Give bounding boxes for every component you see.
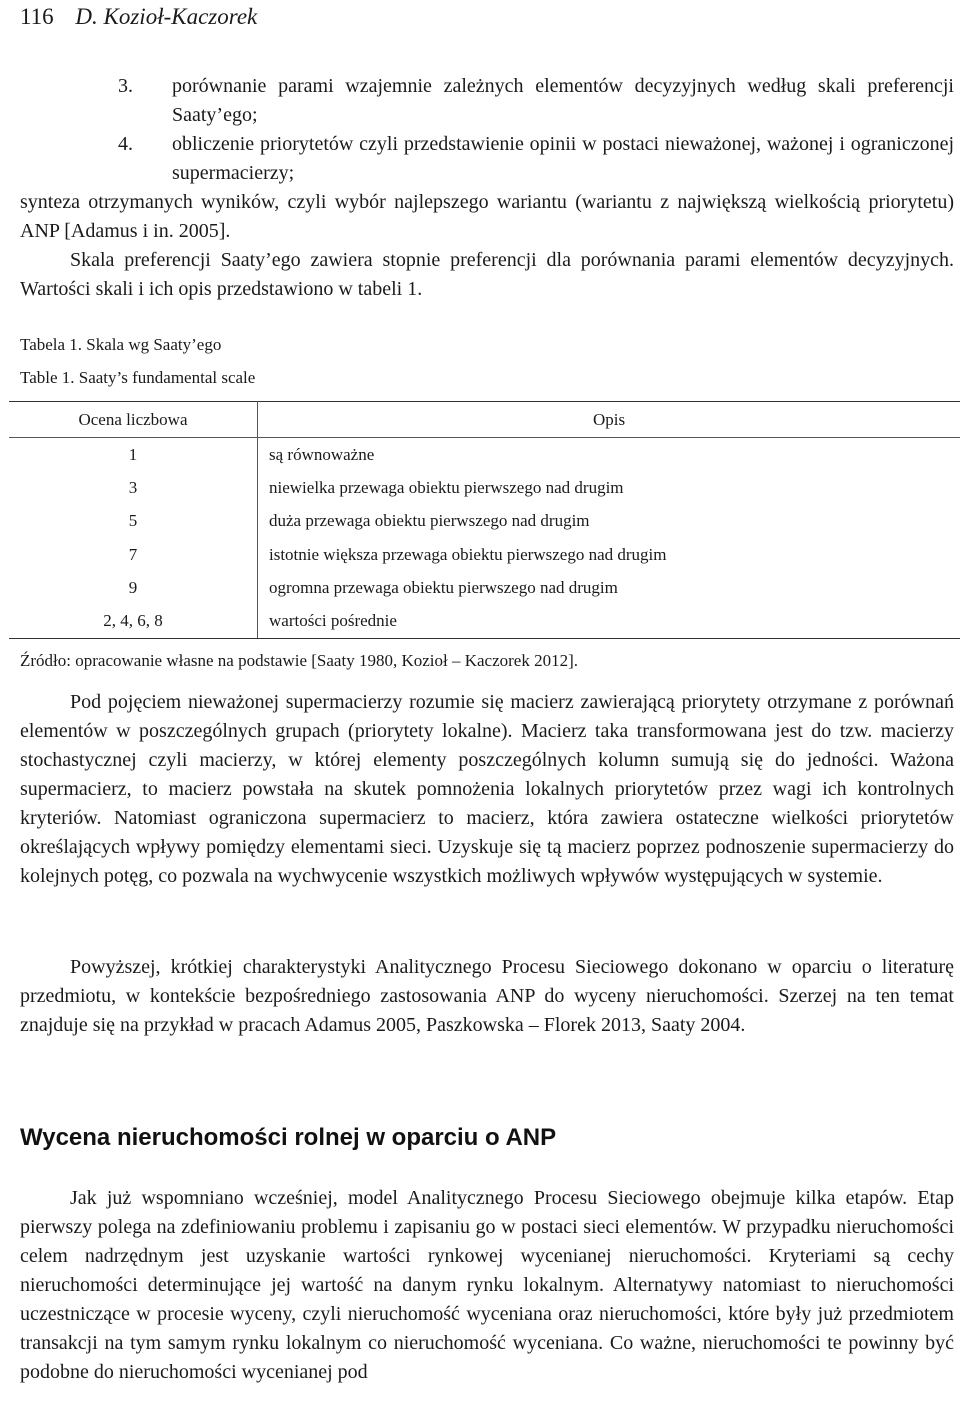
table-caption-en: Table 1. Saaty’s fundamental scale (20, 368, 256, 387)
scale-intro-paragraph (20, 246, 954, 304)
table-row (9, 538, 960, 571)
cell-description: wartości pośrednie (258, 604, 960, 638)
column-header-value: Ocena liczbowa (9, 402, 258, 438)
table-header-row (9, 402, 960, 438)
scale-intro-text: Skala preferencji Saaty’ego zawiera stopnie preferencji dla porównania parami elementów decyzyjnych. Wartości skali i ich opis przedstawiono w tabeli 1. (20, 249, 954, 300)
list-item (0, 72, 960, 130)
cell-value: 1 (9, 438, 258, 472)
cell-description: istotnie większa przewaga obiektu pierwszego nad drugim (269, 544, 667, 564)
synthesis-paragraph: synteza otrzymanych wyników, czyli wybór najlepszego wariantu (wariantu z największą wielkością priorytetu) ANP [Adamus i in. 2005]. (20, 191, 954, 242)
table-caption-pl: Tabela 1. Skala wg Saaty’ego (20, 335, 222, 354)
saaty-scale-table (9, 401, 960, 639)
cell-value: 2, 4, 6, 8 (9, 604, 258, 638)
cell-value: 7 (9, 538, 258, 571)
list-item-number: 3. (118, 75, 133, 97)
literature-paragraph (20, 953, 954, 1040)
cell-value: 9 (9, 571, 258, 604)
list-item-number: 4. (118, 133, 133, 155)
section-heading: Wycena nieruchomości rolnej w oparciu o ANP (20, 1124, 557, 1151)
supermatrix-text: Pod pojęciem nieważonej supermacierzy rozumie się macierz zawierającą priorytety otrzymane z porównań elementów w poszczególnych grupach (priorytety lokalne). Macierz taka transformowana jest do tzw. macierzy stochastycznej czyli macierzy, w której elementy poszczególnych kolumn sumują się do jedności. Ważona supermacierz, to macierz powstała na skutek pomnożenia lokalnych priorytetów przez wagi ich kontrolnych kryteriów. Natomiast ograniczona supermacierz to macierz, która zawiera ostateczne wielkości priorytetów określających wpływy pomiędzy elementami sieci. Uzyskuje się tą macierz poprzez podnoszenie supermacierzy do kolejnych potęg, co pozwala na wychwycenie wszystkich możliwych wpływów występujących w systemie. (20, 691, 954, 887)
running-head-author: D. Kozioł-Kaczorek (75, 4, 258, 29)
table-row (9, 471, 960, 504)
running-head (20, 0, 257, 34)
cell-description: ogromna przewaga obiektu pierwszego nad drugim (269, 577, 618, 597)
steps-list (0, 72, 960, 188)
valuation-paragraph (20, 1184, 954, 1387)
table-row (9, 604, 960, 638)
supermatrix-paragraph (20, 688, 954, 891)
table-row (9, 571, 960, 604)
list-item-text: porównanie parami wzajemnie zależnych elementów decyzyjnych według skali preferencji Saaty’ego; (172, 75, 954, 126)
list-item (0, 130, 960, 188)
valuation-text: Jak już wspomniano wcześniej, model Analitycznego Procesu Sieciowego obejmuje kilka etapów. Etap pierwszy polega na zdefiniowaniu problemu i zapisaniu go w postaci sieci elementów. W przypadku nieruchomości celem nadrzędnym jest uzyskanie wartości rynkowej wycenianej nieruchomości. Kryteriami są cechy nieruchomości determinujące jej wartość na danym rynku lokalnym. Alternatywy natomiast to nieruchomości uczestniczące w procesie wyceny, czyli nieruchomość wyceniana oraz nieruchomości, które były już przedmiotem transakcji na tym samym rynku lokalnym co nieruchomość wyceniana. Co ważne, nieruchomości te powinny być podobne do nieruchomości wycenianej pod (20, 1187, 954, 1383)
cell-value: 3 (9, 471, 258, 504)
cell-description: duża przewaga obiektu pierwszego nad drugim (269, 511, 590, 531)
cell-description: są równoważne (269, 444, 375, 464)
page-number: 116 (20, 4, 54, 29)
table-source-note: Źródło: opracowanie własne na podstawie [Saaty 1980, Kozioł – Kaczorek 2012]. (20, 651, 578, 670)
list-item-text: obliczenie priorytetów czyli przedstawienie opinii w postaci nieważonej, ważonej i ograniczonej supermacierzy; (172, 133, 954, 184)
cell-value: 5 (9, 505, 258, 538)
table-row (9, 505, 960, 538)
literature-text: Powyższej, krótkiej charakterystyki Analitycznego Procesu Sieciowego dokonano w oparciu o literaturę przedmiotu, w kontekście bezpośredniego zastosowania ANP do wyceny nieruchomości. Szerzej na ten temat znajduje się na przykład w pracach Adamus 2005, Paszkowska – Florek 2013, Saaty 2004. (20, 956, 954, 1036)
table-row (9, 438, 960, 472)
column-header-description: Opis (258, 402, 960, 438)
cell-description: niewielka przewaga obiektu pierwszego nad drugim (269, 477, 624, 497)
